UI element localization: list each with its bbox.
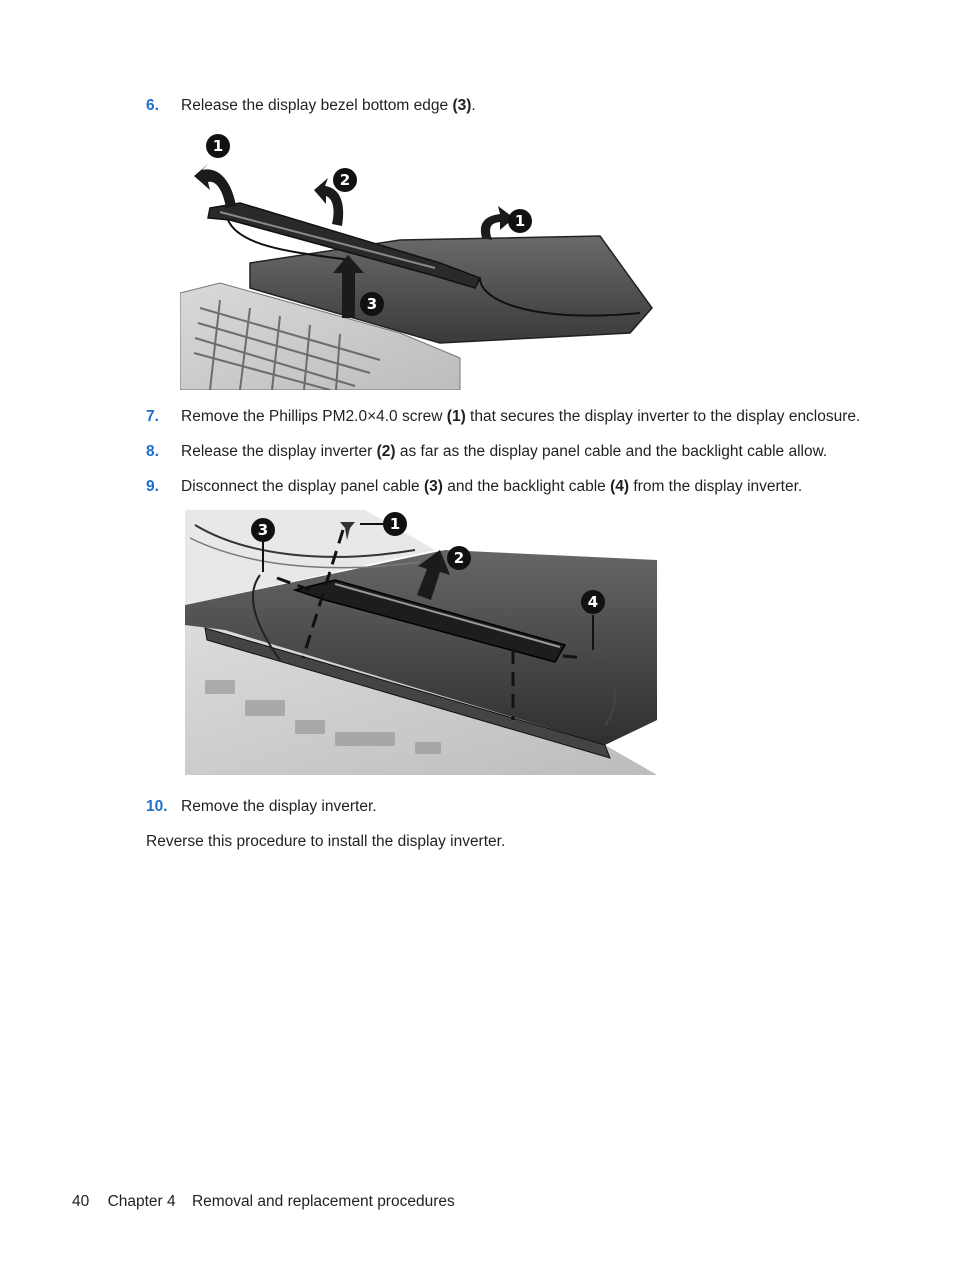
section-title: Removal and replacement procedures [191, 1193, 455, 1210]
step-text: Release the display inverter (2) as far as the display panel cable and the backlight cable allow. [181, 443, 828, 460]
step-text: Release the display bezel bottom edge (3). [181, 97, 476, 114]
step-number: 8. [146, 443, 159, 460]
callout-2: 2 [453, 549, 465, 567]
page-footer [72, 1191, 455, 1213]
step-text: Remove the Phillips PM2.0×4.0 screw (1) that secures the display inverter to the display enclosure. [181, 408, 861, 425]
callout-1: 1 [212, 137, 224, 155]
step-number: 6. [146, 97, 159, 114]
step-number: 10. [146, 798, 168, 815]
callout-4: 4 [587, 593, 599, 611]
callout-1: 1 [389, 515, 401, 533]
figure-display-inverter-removal [185, 510, 657, 775]
step-number: 9. [146, 478, 159, 495]
figure-display-bezel-release [180, 128, 660, 390]
chapter-label: Chapter 4 [107, 1193, 176, 1210]
step-text: Remove the display inverter. [181, 798, 377, 815]
step-text: Disconnect the display panel cable (3) and the backlight cable (4) from the display inverter. [181, 478, 803, 495]
callout-3: 3 [366, 295, 378, 313]
callout-1: 1 [514, 212, 526, 230]
callout-2: 2 [339, 171, 351, 189]
step-number: 7. [146, 408, 159, 425]
closing-paragraph: Reverse this procedure to install the display inverter. [146, 833, 506, 850]
page-number: 40 [72, 1193, 90, 1210]
callout-3: 3 [257, 521, 269, 539]
